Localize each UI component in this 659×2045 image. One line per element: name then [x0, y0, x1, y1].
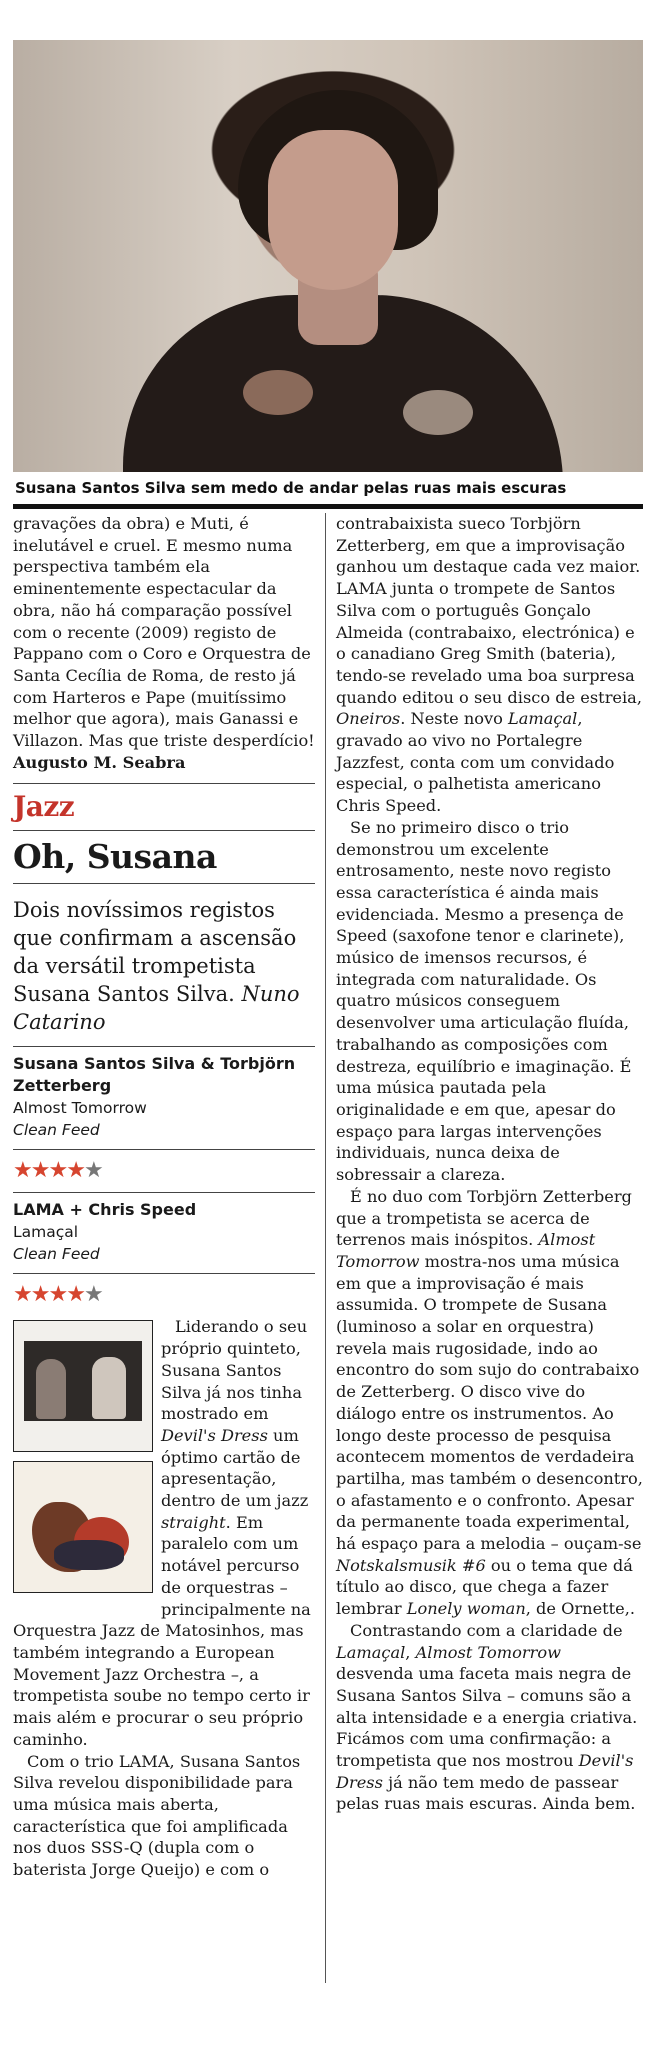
divider [13, 1273, 315, 1274]
divider [13, 883, 315, 884]
album-cover-almost-tomorrow [13, 1320, 153, 1452]
star-filled-icon: ★ [66, 1282, 84, 1308]
text-run: contrabaixista sueco Torbjörn Zetterberg, em que a improvisação ganhou um destaque cada vez maior. LAMA junta o trompete de Santos Silva com o português Gonçalo Almeida (contrabaixo, electrónica) e o canadiano Greg Smith (bateria), tendo-se revelado uma boa surpresa quando editou o seu disco de estreia, [336, 514, 642, 707]
divider [13, 1149, 315, 1150]
column-left [13, 513, 315, 1881]
portrait-photo [13, 40, 643, 472]
divider [13, 783, 315, 784]
cover-figure [92, 1357, 126, 1419]
star-filled-icon: ★ [13, 1158, 31, 1184]
review-artist: LAMA + Chris Speed [13, 1200, 197, 1220]
cover-illustration [54, 1540, 124, 1570]
dek-author: Nuno Catarino [13, 982, 300, 1035]
review-album: Almost Tomorrow [13, 1099, 147, 1118]
previous-article-text: gravações da obra) e Muti, é inelutável e cruel. E mesmo numa perspectiva também ela eminentemente espectacular da obra, não há comparação possível com o recente (2009) registo de Pappano com o Coro e Orquestra de Santa Cecília de Roma, de resto já com Harteros e Pape (muitíssimo melhor que agora), mais Ganassi e Villazon. Mas que triste desperdício! [13, 514, 315, 751]
column-right [336, 513, 643, 1815]
column-divider [325, 513, 326, 1983]
text-run: mostra-nos uma música em que a improvisação é mais assumida. O trompete de Susana (luminoso a solar en orquestra) revela mais rugosidade, indo ao encontro do som sujo do contrabaixo de Zetterberg. O disco vive do diálogo entre os instrumentos. Ao longo deste processo de pesquisa acontecem momentos de verdadeira partilha, mas também o desencontro, o afastamento e o confronto. Apesar da permanente toada experimental, há espaço para a melodia – ouçam-se [336, 1251, 643, 1554]
star-filled-icon: ★ [48, 1282, 67, 1308]
text-run: , [405, 1642, 416, 1662]
divider [13, 1046, 315, 1047]
star-filled-icon: ★ [48, 1158, 67, 1184]
star-empty-icon: ★ [83, 1158, 102, 1184]
text-run: Liderando o seu próprio quinteto, Susana Santos Silva já nos tinha mostrado em [161, 1317, 308, 1424]
text-run: Contrastando com a claridade de [350, 1620, 623, 1640]
text-run-italic: Almost Tomorrow [415, 1642, 561, 1662]
star-filled-icon: ★ [13, 1282, 31, 1308]
photo-flower-pattern [403, 390, 473, 435]
text-run-italic: Oneiros [336, 709, 401, 729]
divider [13, 830, 315, 831]
album-cover-lamacal [13, 1461, 153, 1593]
text-run-italic: Devil's Dress [336, 1751, 634, 1792]
star-filled-icon: ★ [30, 1282, 49, 1308]
text-run-italic: Devil's Dress [161, 1425, 268, 1445]
dek-text: Dois novíssimos registos que confirmam a ascensão da versátil trompetista Susana Santos Silva. [13, 898, 297, 1007]
photo-flower-pattern [243, 370, 313, 415]
review-card [13, 1053, 315, 1186]
cover-figure [36, 1359, 66, 1419]
review-card [13, 1199, 315, 1310]
text-run: , de Ornette,. [525, 1599, 636, 1619]
photo-caption: Susana Santos Silva sem medo de andar pelas ruas mais escuras [15, 479, 567, 497]
body-paragraph [336, 1186, 643, 1620]
headline: Oh, Susana [13, 837, 217, 877]
photo-face [268, 130, 398, 290]
text-run: , gravado ao vivo no Portalegre Jazzfest, conta com um convidado especial, o palhetista americano Chris Speed. [336, 709, 615, 816]
body-paragraph [336, 513, 643, 817]
review-label: Clean Feed [13, 1245, 100, 1264]
text-run-italic: Notskalsmusik #6 [336, 1555, 486, 1575]
text-run-italic: Lamaçal [336, 1642, 406, 1662]
text-run-italic: Lamaçal [508, 709, 578, 729]
body-paragraph: Se no primeiro disco o trio demonstrou um excelente entrosamento, neste novo registo essa característica é ainda mais evidenciada. Mesmo a presença de Speed (saxofone tenor e clarinete), músico de imensos recursos, é integrada com naturalidade. Os quatro músicos conseguem desenvolver uma articulação fluída, trabalhando as composições com destreza, equilíbrio e imaginação. É uma música pautada pela originalidade e em que, apesar do espaço para largas intervenções individuais, nunca deixa de sobressair a clareza. [336, 817, 632, 1185]
previous-article-byline: Augusto M. Seabra [13, 752, 186, 772]
text-run: já não tem medo de passear pelas ruas mais escuras. Ainda bem. [336, 1772, 636, 1814]
review-artist: Susana Santos Silva & Torbjörn Zetterberg [13, 1054, 296, 1096]
text-run-italic: straight [161, 1512, 226, 1532]
text-run: ou o tema que dá título ao disco, que chega a fazer lembrar [336, 1555, 633, 1619]
text-run: . Em paralelo com um notável percurso de orquestras – principalmente na Orquestra Jazz de Matosinhos, mas também integrando a European Movement Jazz Orchestra –, a trompetista soube no tempo certo ir mais além e procurar o seu próprio caminho. [13, 1512, 311, 1749]
body-paragraph: Com o trio LAMA, Susana Santos Silva revelou disponibilidade para uma música mais aberta, característica que foi amplificada nos duos SSS-Q (dupla com o baterista Jorge Queijo) e com o [13, 1751, 301, 1880]
album-covers [13, 1320, 153, 1602]
photo-caption-bar [13, 472, 643, 509]
star-empty-icon: ★ [83, 1282, 102, 1308]
star-filled-icon: ★ [30, 1158, 49, 1184]
review-label: Clean Feed [13, 1121, 100, 1140]
body-with-covers [13, 1316, 315, 1880]
text-run: É no duo com Torbjörn Zetterberg que a trompetista se acerca de terrenos mais inóspitos. [336, 1186, 632, 1250]
text-run-italic: Almost Tomorrow [336, 1230, 596, 1271]
star-rating [13, 1280, 315, 1310]
text-run: . Neste novo [400, 709, 509, 729]
text-run: um óptimo cartão de apresentação, dentro de um jazz [161, 1425, 309, 1511]
text-run-italic: Lonely woman [406, 1599, 526, 1619]
dek [13, 896, 315, 1036]
star-rating [13, 1156, 315, 1186]
review-album: Lamaçal [13, 1223, 79, 1242]
section-tag: Jazz [13, 790, 75, 824]
divider [13, 1192, 315, 1193]
star-filled-icon: ★ [66, 1158, 84, 1184]
body-paragraph [336, 1620, 643, 1815]
text-run: desvenda uma faceta mais negra de Susana Santos Silva – comuns são a alta intensidade e a energia criativa. Ficámos com uma confirmação: a trompetista que nos mostrou [336, 1664, 638, 1771]
